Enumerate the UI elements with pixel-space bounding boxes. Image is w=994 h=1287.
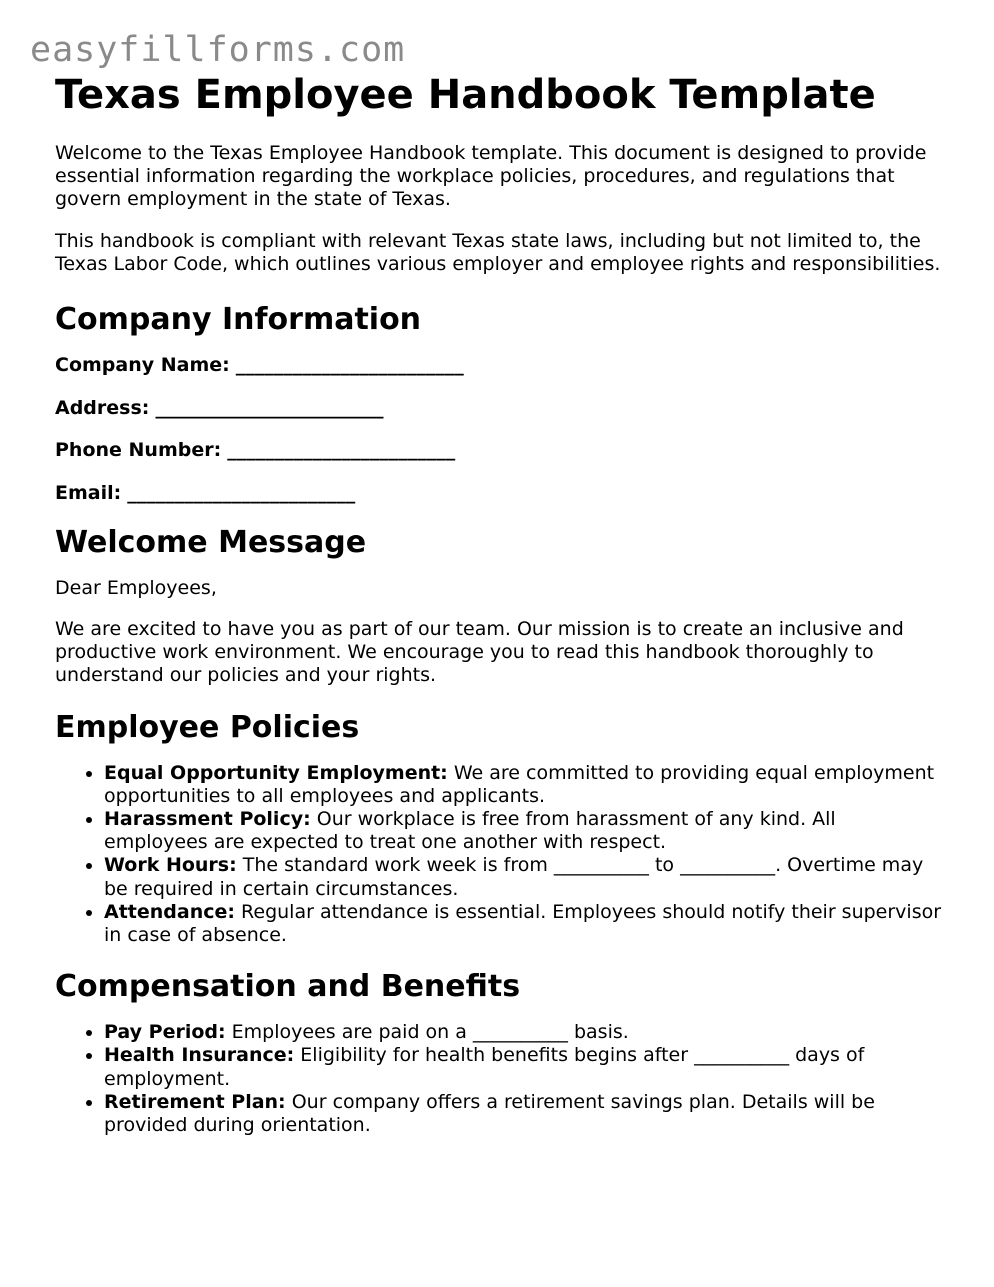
welcome-greeting: Dear Employees, — [55, 576, 217, 599]
benefit-text: Eligibility for health benefits begins after __________ days of employment. — [104, 1044, 865, 1090]
field-blank: ________________________ — [235, 354, 464, 377]
field-blank: ________________________ — [155, 396, 384, 419]
list-item — [104, 854, 945, 900]
address-field — [55, 397, 945, 420]
field-label: Company Name: — [55, 354, 230, 377]
policy-term: Equal Opportunity Employment: — [104, 761, 448, 784]
list-item — [104, 1091, 945, 1137]
company-info-heading: Company Information — [55, 302, 422, 338]
compensation-list — [55, 1021, 945, 1137]
phone-number-field — [55, 439, 945, 462]
benefit-term: Pay Period: — [104, 1021, 226, 1044]
company-name-field — [55, 354, 945, 377]
field-label: Phone Number: — [55, 439, 222, 462]
policies-list — [55, 762, 945, 948]
field-blank: ________________________ — [127, 482, 356, 505]
policy-text: Regular attendance is essential. Employees should notify their supervisor in case of absence. — [104, 900, 942, 947]
email-field — [55, 482, 945, 505]
welcome-heading: Welcome Message — [55, 524, 367, 560]
policy-term: Work Hours: — [104, 854, 237, 877]
field-label: Email: — [55, 482, 122, 505]
list-item — [104, 901, 945, 947]
benefit-term: Retirement Plan: — [104, 1090, 286, 1113]
intro-paragraph-1: Welcome to the Texas Employee Handbook template. This document is designed to provide essential information regarding the workplace policies, procedures, and regulations that govern employment in the state of Texas. — [55, 142, 927, 211]
list-item — [104, 762, 945, 808]
policy-text: Our workplace is free from harassment of any kind. All employees are expected to treat one another with respect. — [104, 808, 836, 854]
policy-term: Attendance: — [104, 900, 235, 923]
document-body — [55, 70, 945, 1155]
page-title: Texas Employee Handbook Template — [55, 72, 876, 118]
welcome-body: We are excited to have you as part of our team. Our mission is to create an inclusive and productive work environment. We encourage you to read this handbook thoroughly to understand our policies and your rights. — [55, 618, 904, 687]
policy-term: Harassment Policy: — [104, 808, 311, 831]
list-item — [104, 1044, 945, 1090]
benefit-text: Our company offers a retirement savings plan. Details will be provided during orientation. — [104, 1090, 875, 1137]
policies-heading: Employee Policies — [55, 709, 360, 745]
intro-paragraph-2: This handbook is compliant with relevant Texas state laws, including but not limited to, the Texas Labor Code, which outlines various employer and employee rights and responsibilities. — [55, 229, 941, 275]
field-blank: ________________________ — [227, 439, 456, 462]
watermark: easyfillforms.com — [30, 30, 406, 70]
field-label: Address: — [55, 396, 150, 419]
benefit-term: Health Insurance: — [104, 1044, 295, 1067]
list-item — [104, 1021, 945, 1044]
compensation-heading: Compensation and Benefits — [55, 969, 521, 1005]
list-item — [104, 808, 945, 854]
policy-text: The standard work week is from __________ to __________. Overtime may be required in certain circumstances. — [104, 854, 924, 900]
policy-text: We are committed to providing equal employment opportunities to all employees and applicants. — [104, 761, 935, 807]
benefit-text: Employees are paid on a __________ basis. — [231, 1021, 629, 1044]
